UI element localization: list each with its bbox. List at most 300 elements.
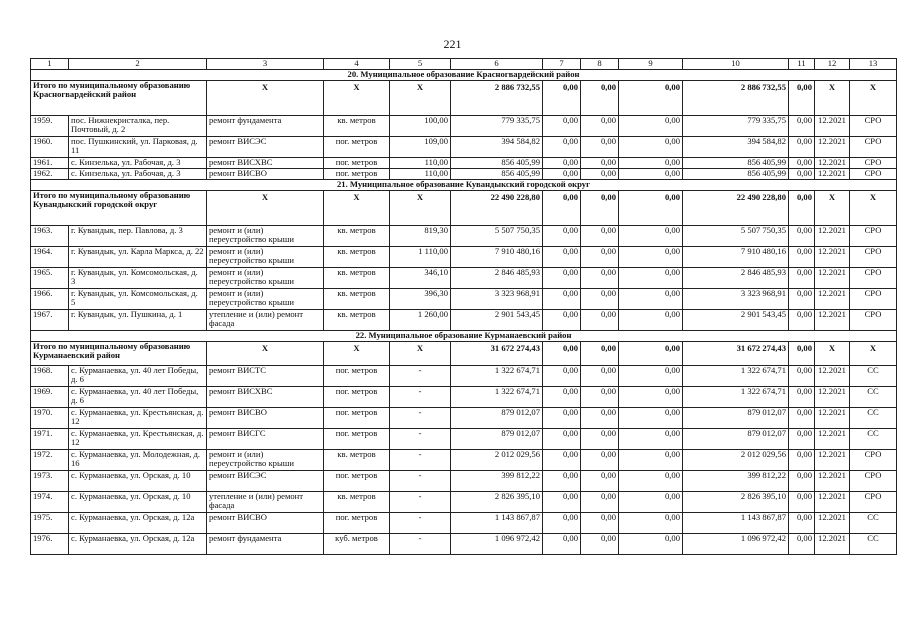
- table-cell: 879 012,07: [683, 428, 789, 449]
- total-cell: 0,00: [543, 341, 581, 365]
- table-cell: 0,00: [789, 512, 815, 533]
- table-cell: 1974.: [31, 491, 69, 512]
- table-row: [31, 533, 897, 554]
- total-cell: Х: [815, 341, 850, 365]
- table-cell: 0,00: [619, 288, 683, 309]
- table-cell: 12.2021: [815, 246, 850, 267]
- table-cell: 0,00: [789, 168, 815, 179]
- table-cell: 399 812,22: [451, 470, 543, 491]
- table-cell: 7 910 480,16: [451, 246, 543, 267]
- table-cell: кв. метров: [324, 115, 390, 136]
- table-cell: 346,10: [390, 267, 451, 288]
- total-cell: Х: [207, 80, 324, 115]
- table-cell: 0,00: [619, 386, 683, 407]
- table-cell: 0,00: [789, 136, 815, 157]
- total-cell: 0,00: [789, 341, 815, 365]
- table-cell: 0,00: [581, 136, 619, 157]
- table-cell: с. Курманаевка, ул. 40 лет Победы, д. 6: [69, 365, 207, 386]
- total-cell: 0,00: [581, 80, 619, 115]
- table-cell: 0,00: [581, 407, 619, 428]
- table-cell: СРО: [850, 246, 897, 267]
- table-cell: СРО: [850, 309, 897, 330]
- table-cell: 0,00: [619, 512, 683, 533]
- table-cell: 0,00: [619, 225, 683, 246]
- table-cell: с. Курманаевка, ул. Орская, д. 12а: [69, 512, 207, 533]
- table-cell: 1960.: [31, 136, 69, 157]
- table-cell: 0,00: [543, 428, 581, 449]
- table-cell: 0,00: [581, 225, 619, 246]
- table-cell: 0,00: [619, 168, 683, 179]
- table-row: [31, 491, 897, 512]
- table-cell: пос. Пушкинский, ул. Парковая, д. 11: [69, 136, 207, 157]
- total-cell: 0,00: [581, 341, 619, 365]
- total-label: Итого по муниципальному образованию Курманаевский район: [31, 341, 207, 365]
- table-cell: СРО: [850, 168, 897, 179]
- section-title: 20. Муниципальное образование Красногвардейский район: [31, 69, 897, 80]
- table-cell: пог. метров: [324, 512, 390, 533]
- table-cell: с. Курманаевка, ул. 40 лет Победы, д. 6: [69, 386, 207, 407]
- column-number-cell: 8: [581, 59, 619, 70]
- table-cell: СРО: [850, 491, 897, 512]
- table-cell: 12.2021: [815, 157, 850, 168]
- table-cell: СС: [850, 533, 897, 554]
- table-row: [31, 309, 897, 330]
- table-cell: 0,00: [581, 512, 619, 533]
- table-cell: пог. метров: [324, 136, 390, 157]
- table-cell: 12.2021: [815, 491, 850, 512]
- table-cell: с. Курманаевка, ул. Орская, д. 10: [69, 491, 207, 512]
- table-cell: 7 910 480,16: [683, 246, 789, 267]
- table-cell: 0,00: [581, 267, 619, 288]
- table-cell: СРО: [850, 470, 897, 491]
- total-cell: Х: [850, 341, 897, 365]
- table-cell: 0,00: [543, 512, 581, 533]
- section-title-row: [31, 179, 897, 190]
- table-cell: 0,00: [581, 386, 619, 407]
- table-cell: пос. Нижнекристалка, пер. Почтовый, д. 2: [69, 115, 207, 136]
- table-cell: 0,00: [543, 386, 581, 407]
- table-cell: 779 335,75: [683, 115, 789, 136]
- table-cell: 879 012,07: [451, 407, 543, 428]
- table-cell: СС: [850, 407, 897, 428]
- table-cell: СС: [850, 428, 897, 449]
- table-cell: куб. метров: [324, 533, 390, 554]
- table-cell: 12.2021: [815, 407, 850, 428]
- table-cell: 0,00: [581, 428, 619, 449]
- table-cell: 399 812,22: [683, 470, 789, 491]
- table-cell: кв. метров: [324, 288, 390, 309]
- table-cell: 12.2021: [815, 168, 850, 179]
- table-cell: 0,00: [619, 246, 683, 267]
- table-cell: 0,00: [789, 491, 815, 512]
- table-row: [31, 470, 897, 491]
- table-cell: утепление и (или) ремонт фасада: [207, 491, 324, 512]
- table-cell: 0,00: [581, 157, 619, 168]
- table-cell: 2 901 543,45: [451, 309, 543, 330]
- table-cell: 1 110,00: [390, 246, 451, 267]
- table-cell: кв. метров: [324, 267, 390, 288]
- table-cell: 0,00: [581, 309, 619, 330]
- table-cell: ремонт ВИСТС: [207, 365, 324, 386]
- total-cell: 0,00: [543, 80, 581, 115]
- table-cell: ремонт ВИСВО: [207, 407, 324, 428]
- table-cell: 0,00: [619, 470, 683, 491]
- table-cell: ремонт ВИСХВС: [207, 157, 324, 168]
- total-cell: 0,00: [789, 80, 815, 115]
- table-cell: 1966.: [31, 288, 69, 309]
- column-number-cell: 6: [451, 59, 543, 70]
- table-cell: СС: [850, 365, 897, 386]
- table-cell: пог. метров: [324, 470, 390, 491]
- table-cell: СРО: [850, 157, 897, 168]
- column-number-cell: 12: [815, 59, 850, 70]
- table-cell: 0,00: [619, 115, 683, 136]
- table-cell: 0,00: [581, 246, 619, 267]
- table-cell: -: [390, 470, 451, 491]
- section-title-row: [31, 69, 897, 80]
- table-cell: ремонт и (или) переустройство крыши: [207, 225, 324, 246]
- table-cell: ремонт и (или) переустройство крыши: [207, 267, 324, 288]
- table-cell: 0,00: [581, 470, 619, 491]
- table-cell: г. Кувандык, пер. Павлова, д. 3: [69, 225, 207, 246]
- total-cell: 0,00: [619, 190, 683, 225]
- table-cell: с. Курманаевка, ул. Молодежная, д. 16: [69, 449, 207, 470]
- table-cell: г. Кувандык, ул. Комсомольская, д. 3: [69, 267, 207, 288]
- table-cell: 779 335,75: [451, 115, 543, 136]
- table-cell: ремонт и (или) переустройство крыши: [207, 449, 324, 470]
- total-cell: Х: [390, 341, 451, 365]
- column-number-cell: 9: [619, 59, 683, 70]
- table-cell: кв. метров: [324, 225, 390, 246]
- table-cell: 100,00: [390, 115, 451, 136]
- table-cell: 1961.: [31, 157, 69, 168]
- table-cell: с. Кинзелька, ул. Рабочая, д. 3: [69, 168, 207, 179]
- table-cell: 0,00: [619, 365, 683, 386]
- table-cell: 0,00: [543, 288, 581, 309]
- table-cell: 0,00: [543, 246, 581, 267]
- table-cell: ремонт и (или) переустройство крыши: [207, 288, 324, 309]
- table-cell: 0,00: [581, 168, 619, 179]
- table-cell: 856 405,99: [451, 157, 543, 168]
- table-cell: г. Кувандык, ул. Комсомольская, д. 5: [69, 288, 207, 309]
- table-cell: пог. метров: [324, 365, 390, 386]
- column-number-cell: 10: [683, 59, 789, 70]
- table-cell: 1 096 972,42: [451, 533, 543, 554]
- table-row: [31, 288, 897, 309]
- total-cell: 31 672 274,43: [451, 341, 543, 365]
- table-row: [31, 136, 897, 157]
- table-cell: -: [390, 407, 451, 428]
- table-cell: кв. метров: [324, 449, 390, 470]
- table-cell: 0,00: [789, 225, 815, 246]
- total-cell: Х: [324, 341, 390, 365]
- page-number: 221: [443, 37, 462, 51]
- table-cell: г. Кувандык, ул. Пушкина, д. 1: [69, 309, 207, 330]
- table-cell: с. Курманаевка, ул. Орская, д. 12а: [69, 533, 207, 554]
- table-cell: 1 322 674,71: [683, 365, 789, 386]
- table-cell: 1 322 674,71: [451, 365, 543, 386]
- table-cell: СС: [850, 386, 897, 407]
- table-cell: 1 096 972,42: [683, 533, 789, 554]
- table-cell: СРО: [850, 267, 897, 288]
- table-cell: 879 012,07: [451, 428, 543, 449]
- table-cell: 1969.: [31, 386, 69, 407]
- table-cell: СРО: [850, 449, 897, 470]
- table-cell: 0,00: [581, 449, 619, 470]
- table-cell: 1971.: [31, 428, 69, 449]
- table-cell: 12.2021: [815, 512, 850, 533]
- table-cell: -: [390, 365, 451, 386]
- table-cell: 2 826 395,10: [683, 491, 789, 512]
- table-row: [31, 449, 897, 470]
- table-cell: 2 012 029,56: [683, 449, 789, 470]
- table-cell: 110,00: [390, 157, 451, 168]
- table-cell: 0,00: [581, 288, 619, 309]
- table-cell: СС: [850, 512, 897, 533]
- table-cell: 1 322 674,71: [683, 386, 789, 407]
- table-cell: 12.2021: [815, 225, 850, 246]
- table-cell: 0,00: [543, 533, 581, 554]
- total-cell: 0,00: [619, 80, 683, 115]
- table-cell: 0,00: [619, 136, 683, 157]
- total-cell: 0,00: [543, 190, 581, 225]
- total-cell: Х: [815, 80, 850, 115]
- total-cell: 0,00: [619, 341, 683, 365]
- table-cell: 12.2021: [815, 428, 850, 449]
- table-cell: 1965.: [31, 267, 69, 288]
- table-cell: СРО: [850, 136, 897, 157]
- table-cell: 0,00: [619, 157, 683, 168]
- table-cell: 12.2021: [815, 365, 850, 386]
- table-cell: 0,00: [789, 288, 815, 309]
- section-total-row: [31, 341, 897, 365]
- total-cell: 2 886 732,55: [683, 80, 789, 115]
- table-cell: 0,00: [619, 407, 683, 428]
- table-cell: 394 584,82: [683, 136, 789, 157]
- table-cell: 0,00: [789, 246, 815, 267]
- table-cell: 0,00: [543, 309, 581, 330]
- table-cell: 2 846 485,93: [683, 267, 789, 288]
- table-cell: -: [390, 533, 451, 554]
- table-cell: 12.2021: [815, 309, 850, 330]
- table-cell: с. Курманаевка, ул. Крестьянская, д. 12: [69, 428, 207, 449]
- total-cell: Х: [850, 190, 897, 225]
- table-cell: 819,30: [390, 225, 451, 246]
- table-cell: ремонт фундамента: [207, 533, 324, 554]
- total-cell: 22 490 228,80: [683, 190, 789, 225]
- total-cell: Х: [324, 190, 390, 225]
- table-cell: 1972.: [31, 449, 69, 470]
- table-cell: 0,00: [619, 428, 683, 449]
- table-cell: 0,00: [789, 428, 815, 449]
- section-total-row: [31, 190, 897, 225]
- total-cell: Х: [207, 341, 324, 365]
- table-cell: 0,00: [543, 491, 581, 512]
- table-cell: 0,00: [543, 365, 581, 386]
- table-cell: с. Курманаевка, ул. Орская, д. 10: [69, 470, 207, 491]
- total-cell: Х: [324, 80, 390, 115]
- column-number-cell: 5: [390, 59, 451, 70]
- table-cell: 0,00: [789, 386, 815, 407]
- table-cell: -: [390, 512, 451, 533]
- table-cell: 856 405,99: [451, 168, 543, 179]
- total-cell: Х: [850, 80, 897, 115]
- table-cell: 1 260,00: [390, 309, 451, 330]
- table-cell: 1 322 674,71: [451, 386, 543, 407]
- column-number-cell: 1: [31, 59, 69, 70]
- table-cell: 0,00: [789, 470, 815, 491]
- table-cell: 396,30: [390, 288, 451, 309]
- table-cell: 0,00: [789, 267, 815, 288]
- table-cell: 0,00: [543, 225, 581, 246]
- table-cell: 2 901 543,45: [683, 309, 789, 330]
- table-cell: 1964.: [31, 246, 69, 267]
- table-cell: 5 507 750,35: [683, 225, 789, 246]
- table-cell: 1 143 867,87: [451, 512, 543, 533]
- section-title: 21. Муниципальное образование Кувандыкский городской округ: [31, 179, 897, 190]
- table-cell: кв. метров: [324, 246, 390, 267]
- table-cell: 2 846 485,93: [451, 267, 543, 288]
- total-label: Итого по муниципальному образованию Красногвардейский район: [31, 80, 207, 115]
- table-cell: 2 826 395,10: [451, 491, 543, 512]
- total-cell: Х: [390, 190, 451, 225]
- total-cell: 22 490 228,80: [451, 190, 543, 225]
- total-cell: Х: [815, 190, 850, 225]
- table-cell: пог. метров: [324, 407, 390, 428]
- table-cell: 12.2021: [815, 386, 850, 407]
- section-title-row: [31, 330, 897, 341]
- table-cell: 0,00: [543, 168, 581, 179]
- table-cell: 0,00: [619, 533, 683, 554]
- table-cell: 0,00: [581, 533, 619, 554]
- total-cell: Х: [390, 80, 451, 115]
- table-row: [31, 157, 897, 168]
- table-cell: 0,00: [789, 309, 815, 330]
- table-cell: 12.2021: [815, 288, 850, 309]
- table-cell: 0,00: [619, 267, 683, 288]
- total-cell: 2 886 732,55: [451, 80, 543, 115]
- table-cell: 0,00: [581, 365, 619, 386]
- table-cell: 12.2021: [815, 136, 850, 157]
- section-title: 22. Муниципальное образование Курманаевский район: [31, 330, 897, 341]
- section-total-row: [31, 80, 897, 115]
- table-cell: ремонт ВИСВО: [207, 512, 324, 533]
- table-cell: 1975.: [31, 512, 69, 533]
- table-cell: -: [390, 386, 451, 407]
- column-number-cell: 2: [69, 59, 207, 70]
- table-cell: 0,00: [789, 407, 815, 428]
- table-row: [31, 386, 897, 407]
- table-cell: 0,00: [543, 115, 581, 136]
- table-cell: 12.2021: [815, 267, 850, 288]
- table-cell: 12.2021: [815, 449, 850, 470]
- column-number-cell: 7: [543, 59, 581, 70]
- table-cell: 110,00: [390, 168, 451, 179]
- table-cell: 3 323 968,91: [683, 288, 789, 309]
- table-cell: 1967.: [31, 309, 69, 330]
- total-cell: 0,00: [789, 190, 815, 225]
- table-cell: 0,00: [543, 136, 581, 157]
- table-cell: с. Курманаевка, ул. Крестьянская, д. 12: [69, 407, 207, 428]
- table-cell: ремонт ВИСХВС: [207, 386, 324, 407]
- column-number-row: [31, 59, 897, 70]
- table-cell: с. Кинзелька, ул. Рабочая, д. 3: [69, 157, 207, 168]
- table-row: [31, 168, 897, 179]
- table-cell: ремонт ВИСГС: [207, 428, 324, 449]
- table-cell: ремонт и (или) переустройство крыши: [207, 246, 324, 267]
- total-label: Итого по муниципальному образованию Кувандыкский городской округ: [31, 190, 207, 225]
- table-row: [31, 225, 897, 246]
- table-cell: ремонт ВИСВО: [207, 168, 324, 179]
- table-cell: пог. метров: [324, 168, 390, 179]
- table-cell: 1968.: [31, 365, 69, 386]
- table-cell: 0,00: [581, 115, 619, 136]
- column-number-cell: 13: [850, 59, 897, 70]
- table-cell: 1963.: [31, 225, 69, 246]
- column-number-cell: 11: [789, 59, 815, 70]
- table-cell: 879 012,07: [683, 407, 789, 428]
- table-cell: пог. метров: [324, 157, 390, 168]
- table-cell: кв. метров: [324, 491, 390, 512]
- table-cell: пог. метров: [324, 386, 390, 407]
- table-cell: 5 507 750,35: [451, 225, 543, 246]
- table-cell: -: [390, 428, 451, 449]
- table-cell: 0,00: [543, 267, 581, 288]
- table-cell: 12.2021: [815, 470, 850, 491]
- table-cell: пог. метров: [324, 428, 390, 449]
- table-cell: 0,00: [543, 157, 581, 168]
- table-cell: 3 323 968,91: [451, 288, 543, 309]
- table-cell: ремонт ВИСЭС: [207, 470, 324, 491]
- table-cell: 0,00: [543, 449, 581, 470]
- table-cell: 0,00: [789, 115, 815, 136]
- table-row: [31, 512, 897, 533]
- table-cell: СРО: [850, 225, 897, 246]
- table-cell: СРО: [850, 115, 897, 136]
- table-cell: 856 405,99: [683, 168, 789, 179]
- table-cell: 1 143 867,87: [683, 512, 789, 533]
- total-cell: 0,00: [581, 190, 619, 225]
- table-cell: 1959.: [31, 115, 69, 136]
- table-cell: 1976.: [31, 533, 69, 554]
- total-cell: Х: [207, 190, 324, 225]
- table-cell: -: [390, 449, 451, 470]
- table-cell: г. Кувандык, ул. Карла Маркса, д. 22: [69, 246, 207, 267]
- table-cell: 0,00: [619, 309, 683, 330]
- table-cell: 0,00: [789, 449, 815, 470]
- table-cell: 109,00: [390, 136, 451, 157]
- table-cell: СРО: [850, 288, 897, 309]
- table-cell: 0,00: [581, 491, 619, 512]
- table-row: [31, 115, 897, 136]
- table-cell: 0,00: [543, 470, 581, 491]
- table-row: [31, 407, 897, 428]
- table-row: [31, 246, 897, 267]
- table-cell: 0,00: [543, 407, 581, 428]
- table-cell: 856 405,99: [683, 157, 789, 168]
- table-cell: 394 584,82: [451, 136, 543, 157]
- table-cell: 2 012 029,56: [451, 449, 543, 470]
- table-cell: 0,00: [789, 365, 815, 386]
- table-cell: утепление и (или) ремонт фасада: [207, 309, 324, 330]
- table-row: [31, 267, 897, 288]
- table-cell: ремонт ВИСЭС: [207, 136, 324, 157]
- table-cell: 1962.: [31, 168, 69, 179]
- table-cell: 1973.: [31, 470, 69, 491]
- total-cell: 31 672 274,43: [683, 341, 789, 365]
- table-cell: ремонт фундамента: [207, 115, 324, 136]
- table-cell: -: [390, 491, 451, 512]
